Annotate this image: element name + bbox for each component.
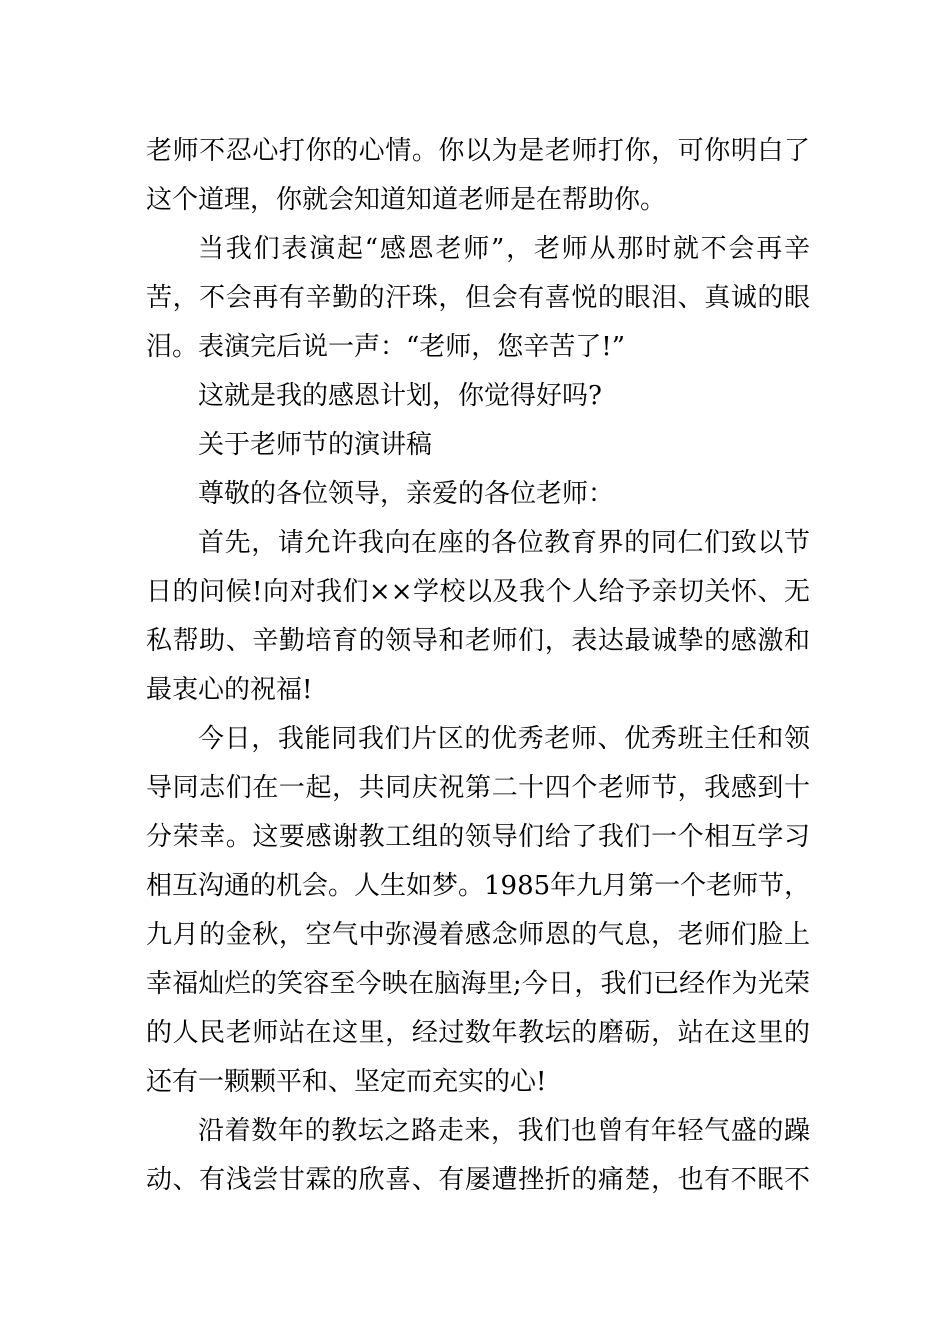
heading-line: 关于老师节的演讲稿 bbox=[198, 430, 433, 460]
text-line: 老师不忍心打你的心情。你以为是老师打你，可你明白了 bbox=[146, 136, 810, 166]
text-line: 沿着数年的教坛之路走来，我们也曾有年轻气盛的躁 bbox=[198, 1116, 810, 1146]
text-line: 最衷心的祝福! bbox=[146, 675, 313, 705]
text-line: 这就是我的感恩计划，你觉得好吗? bbox=[198, 381, 602, 411]
salutation-line: 尊敬的各位领导，亲爱的各位老师： bbox=[198, 479, 615, 509]
text-line: 首先，请允许我向在座的各位教育界的同仁们致以节 bbox=[198, 528, 810, 558]
text-line: 当我们表演起“感恩老师”，老师从那时就不会再辛 bbox=[198, 234, 810, 264]
text-line: 动、有浅尝甘霖的欣喜、有屡遭挫折的痛楚，也有不眠不 bbox=[146, 1165, 810, 1195]
text-line: 日的问候!向对我们××学校以及我个人给予亲切关怀、无 bbox=[146, 577, 810, 607]
text-line: 导同志们在一起，共同庆祝第二十四个老师节，我感到十 bbox=[146, 773, 810, 803]
text-line: 今日，我能同我们片区的优秀老师、优秀班主任和领 bbox=[198, 724, 810, 754]
text-line: 分荣幸。这要感谢教工组的领导们给了我们一个相互学习 bbox=[146, 822, 810, 852]
text-line: 私帮助、辛勤培育的领导和老师们，表达最诚挚的感激和 bbox=[146, 626, 810, 656]
text-line: 泪。表演完后说一声：“老师，您辛苦了!” bbox=[146, 332, 626, 362]
text-line: 这个道理，你就会知道知道老师是在帮助你。 bbox=[146, 185, 667, 215]
text-line: 幸福灿烂的笑容至今映在脑海里;今日，我们已经作为光荣 bbox=[146, 969, 810, 999]
body-text bbox=[146, 127, 810, 1205]
text-line: 相互沟通的机会。人生如梦。1985年九月第一个老师节， bbox=[146, 871, 810, 901]
text-line: 还有一颗颗平和、坚定而充实的心! bbox=[146, 1067, 547, 1097]
text-line: 苦，不会再有辛勤的汗珠，但会有喜悦的眼泪、真诚的眼 bbox=[146, 283, 810, 313]
text-line: 的人民老师站在这里，经过数年教坛的磨砺，站在这里的 bbox=[146, 1018, 810, 1048]
text-line: 九月的金秋，空气中弥漫着感念师恩的气息，老师们脸上 bbox=[146, 920, 810, 950]
